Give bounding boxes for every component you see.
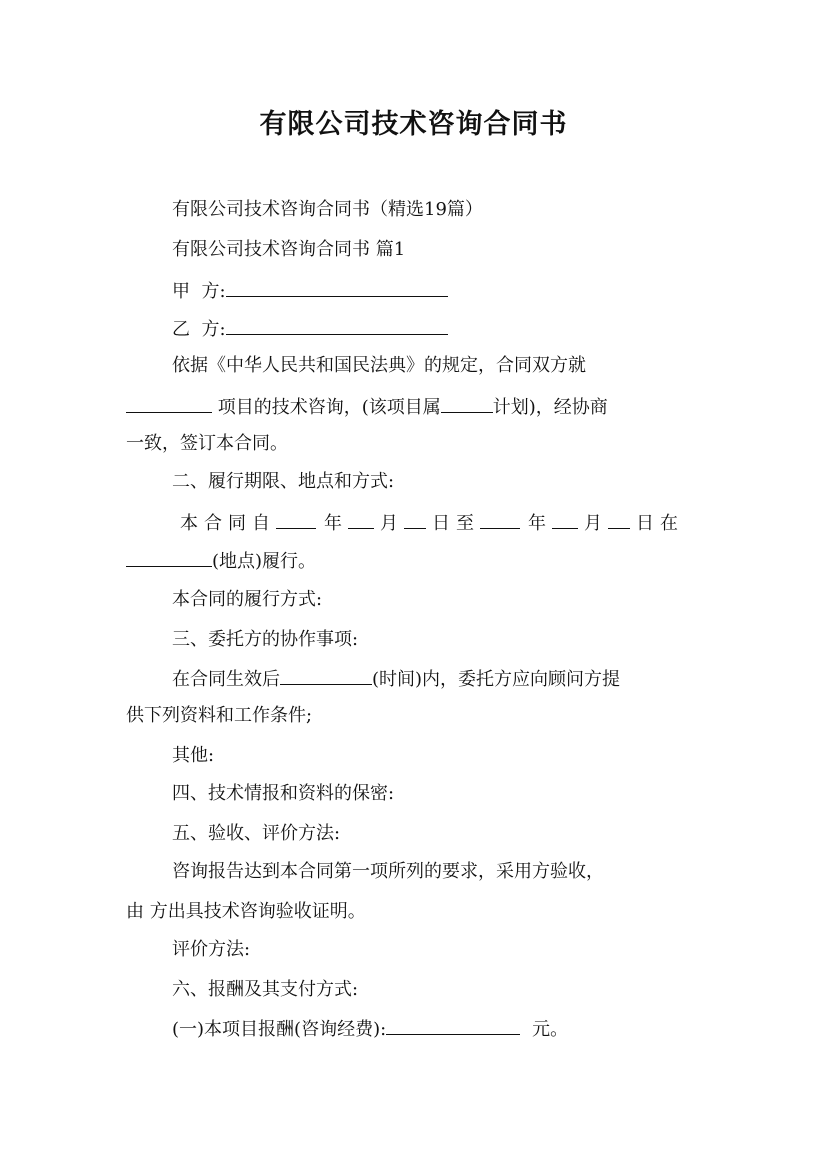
party-b-line [172,316,448,342]
plan-blank [441,394,493,413]
s6-line-1b: 元。 [532,1019,569,1040]
intro-line-2 [126,394,608,420]
s2-year-2: 年 [528,513,546,534]
s5-line-2: 由 方出具技术咨询验收证明。 [126,901,366,922]
s6-line-1a: (一)本项目报酬(咨询经费): [172,1019,387,1040]
s3-heading: 三、委托方的协作事项: [172,629,359,650]
section-heading: 有限公司技术咨询合同书 篇1 [172,239,406,260]
s3-line-1 [172,666,620,692]
s5-eval: 评价方法: [172,939,251,960]
s2-heading: 二、履行期限、地点和方式: [172,471,395,492]
party-a-label: 甲 方: [172,281,226,302]
s2-place-text: (地点)履行。 [212,551,317,572]
s2-period-a: 本合同自 [180,513,276,534]
party-a-line [172,278,448,304]
s3-line-2: 供下列资料和工作条件; [126,705,313,726]
start-day-blank [404,510,426,529]
s6-line-1 [172,1016,568,1042]
intro-line-2a: 项目的技术咨询，(该项目属 [217,397,441,418]
s2-day-at: 日在 [636,513,684,534]
start-month-blank [348,510,374,529]
party-b-label: 乙 方: [172,319,226,340]
fee-blank [386,1016,520,1035]
end-year-blank [480,510,520,529]
document-title: 有限公司技术咨询合同书 [259,109,568,140]
s2-place-line [126,548,316,574]
intro-line-3: 一致，签订本合同。 [126,433,288,454]
s2-method: 本合同的履行方式: [172,589,323,610]
s2-period-line [180,510,684,536]
s2-year-1: 年 [324,513,342,534]
time-blank [280,666,372,685]
place-blank [126,548,212,567]
s6-heading: 六、报酬及其支付方式: [172,979,359,1000]
s2-day-to: 日至 [432,513,480,534]
s2-month-1: 月 [380,513,398,534]
s3-other: 其他: [172,745,215,766]
s3-line-1b: (时间)内，委托方应向顾问方提 [372,669,621,690]
subtitle: 有限公司技术咨询合同书（精选19篇） [172,199,483,220]
party-a-blank [226,278,448,297]
s5-line-1: 咨询报告达到本合同第一项所列的要求，采用方验收， [172,861,604,882]
intro-line-2b: 计划)，经协商 [492,397,608,418]
s5-heading: 五、验收、评价方法: [172,823,341,844]
end-day-blank [608,510,630,529]
party-b-blank [226,316,448,335]
s4-heading: 四、技术情报和资料的保密: [172,783,395,804]
s3-line-1a: 在合同生效后 [172,669,280,690]
s2-month-2: 月 [584,513,602,534]
end-month-blank [552,510,578,529]
project-blank [126,394,212,413]
start-year-blank [276,510,316,529]
intro-line-1: 依据《中华人民共和国民法典》的规定，合同双方就 [172,355,586,376]
